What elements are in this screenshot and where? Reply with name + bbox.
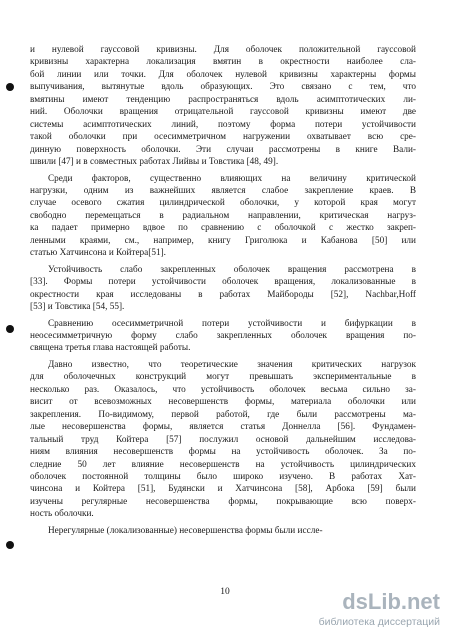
watermark-logo: dsLib.net (342, 589, 440, 614)
text-line: такой оболочки при осесимметричном нагружении охватывает всю сре- (30, 132, 416, 143)
text-line: бой линии или точки. Для оболочек нулевой кривизны характерны формы (30, 69, 416, 80)
text-line: Устойчивость слабо закрепленных оболочек вращения рассмотрена в (48, 264, 416, 275)
text-line: следние 50 лет влияние несовершенств на устойчивость цилиндрических (30, 459, 416, 470)
paragraph (30, 359, 416, 521)
text-line: ниям влияния несовершенств формы на устойчивость оболочек. За по- (30, 447, 416, 458)
text-line: окрестности края исследованы в работах Майбороды [52], Nachbar,Hoff (30, 289, 416, 300)
text-line: для оболочечных конструкций могут превышать экспериментальные в (30, 372, 416, 383)
text-line: системы асимптотических линий, поэтому форма потери устойчивости (30, 119, 416, 130)
text-line: висит от всевозможных несовершенств формы, материала оболочки или (30, 397, 416, 408)
binder-hole-bottom (6, 541, 14, 549)
text-line: [33]. Формы потери устойчивости оболочек вращения, локализованные в (30, 277, 416, 288)
text-line: статью Хатчинсона и Койтера[51]. (30, 248, 166, 259)
watermark (280, 589, 440, 629)
text-line: ность оболочки. (30, 509, 94, 520)
binder-hole-top (6, 83, 14, 91)
text-line: священа третья глава настоящей работы. (30, 343, 191, 354)
text-line: вмятины имеют тенденцию распространяться вдоль асимптотических ли- (30, 94, 416, 105)
page-number: 10 (220, 587, 230, 597)
text-line: Сравнению осесимметричной потери устойчивости и бифуркации в (48, 318, 416, 329)
text-line: несколько раз. Оказалось, что устойчивость оболочек весьма сильно за- (30, 384, 416, 395)
text-line: лые несовершенства формы, является статья Доннелла [56]. Фундамен- (30, 422, 416, 433)
text-line: ний. Оболочки вращения отрицательной гауссовой кривизны имеют две (30, 107, 416, 118)
text-line: нагрузки, одним из важнейших является слабое закрепление краев. В (30, 185, 416, 196)
body-text (30, 44, 416, 537)
text-line: ка падает примерно вдвое по сравнению с оболочкой с жестко закреп- (30, 223, 416, 234)
paragraph (30, 318, 416, 355)
text-line: чинсона и Койтера [51], Будянски и Хатчинсона [58], Арбока [59] были (30, 484, 416, 495)
text-line: неосесимметричную форму слабо закрепленных оболочек вращения по- (30, 330, 416, 341)
text-line: [53] и Товстика [54, 55]. (30, 302, 125, 313)
text-line: выпучивания, вытянутые вдоль образующих. Это связано с тем, что (30, 82, 416, 93)
text-line: кривизны характерна локализация вмятин в окрестности наиболее сла- (30, 57, 416, 68)
text-line: Давно известно, что теоретические значения критических нагрузок (48, 359, 416, 370)
text-line: оболочек постоянной толщины было широко изучено. В работах Хат- (30, 471, 416, 482)
text-line: швили [47] и в совместных работах Лийвы и Товстика [48, 49]. (30, 157, 279, 168)
paragraph (30, 264, 416, 314)
paragraph (30, 173, 416, 260)
text-line: и нулевой гауссовой кривизны. Для оболочек положительной гауссовой (30, 45, 416, 55)
watermark-caption: библиотека диссертаций (318, 616, 440, 628)
paragraph (30, 525, 416, 537)
text-line: динную поверхность оболочки. Эти случаи рассмотрены в книге Вали- (30, 144, 416, 155)
text-line: изучены регулярные несовершенства формы, покрывающие всю поверх- (30, 496, 416, 507)
text-line: тальный труд Койтера [57] послужил основой дальнейшим исследова- (30, 434, 416, 445)
text-line: Нерегулярные (локализованные) несовершенства формы были иссле- (48, 525, 323, 536)
text-line: случае осевого сжатия цилиндрической оболочки, у которой края могут (30, 198, 416, 209)
text-line: закрепления. По-видимому, первой работой, где были рассмотрены ма- (30, 409, 416, 420)
text-line: Среди факторов, существенно влияющих на величину критической (48, 173, 416, 184)
text-line: ленными краями, см., например, книгу Григолюка и Кабанова [50] или (30, 235, 416, 246)
text-line: свободно перемещаться в радиальном направлении, критическая нагруз- (30, 210, 416, 221)
paragraph (30, 44, 416, 169)
binder-hole-middle (6, 325, 14, 333)
